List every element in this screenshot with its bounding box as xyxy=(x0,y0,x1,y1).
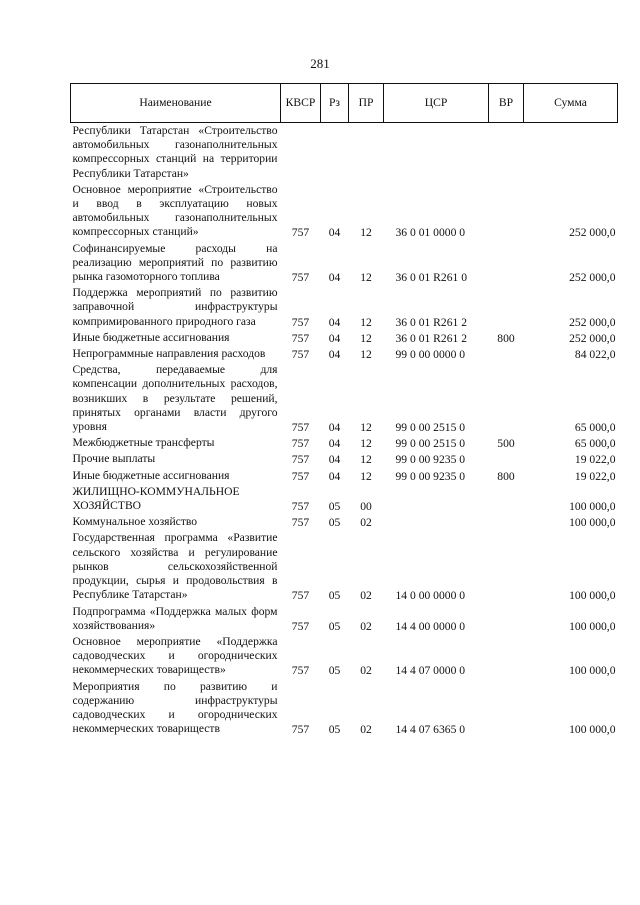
cell-pr: 12 xyxy=(360,469,372,483)
cell-pr: 12 xyxy=(360,315,372,329)
cell-csr: 14 0 00 0000 0 xyxy=(395,589,466,603)
cell-name: Основное мероприятие «Поддержка садоводческих и огороднических некоммерческих товариществ» xyxy=(72,634,278,677)
cell-sum: 252 000,0 xyxy=(569,271,616,285)
header-kvsr: КВСР xyxy=(281,84,321,123)
cell-kvsr: 757 xyxy=(291,619,310,633)
table-row xyxy=(71,530,618,603)
header-name: Наименование xyxy=(71,84,281,123)
cell-sum xyxy=(524,123,618,182)
cell-vr xyxy=(489,182,524,241)
cell-csr: 14 4 07 0000 0 xyxy=(395,664,466,678)
cell-kvsr: 757 xyxy=(291,500,310,514)
cell-name: Подпрограмма «Поддержка малых форм хозяйствования» xyxy=(72,604,278,632)
cell-pr: 12 xyxy=(360,226,372,240)
cell-vr xyxy=(489,362,524,435)
table-row xyxy=(71,679,618,738)
cell-sum: 100 000,0 xyxy=(569,723,616,737)
cell-csr: 99 0 00 2515 0 xyxy=(395,437,466,451)
cell-pr: 02 xyxy=(360,589,372,603)
cell-sum: 252 000,0 xyxy=(569,315,616,329)
table-row xyxy=(71,362,618,435)
cell-rz: 05 xyxy=(328,723,341,737)
cell-name: Софинансируемые расходы на реализацию мероприятий по развитию рынка газомоторного топлива xyxy=(72,241,278,284)
cell-pr: 02 xyxy=(360,619,372,633)
cell-sum: 100 000,0 xyxy=(569,516,616,530)
cell-csr xyxy=(384,484,489,514)
cell-csr: 99 0 00 9235 0 xyxy=(395,469,466,483)
cell-vr: 800 xyxy=(497,469,515,483)
cell-vr xyxy=(489,530,524,603)
cell-name: Поддержка мероприятий по развитию заправочной инфраструктуры компримированного природного газа xyxy=(72,286,278,328)
header-pr: ПР xyxy=(349,84,384,123)
cell-kvsr: 757 xyxy=(291,271,310,285)
table-row xyxy=(71,182,618,241)
cell-sum: 100 000,0 xyxy=(569,619,616,633)
cell-vr xyxy=(489,679,524,738)
cell-kvsr: 757 xyxy=(291,453,310,467)
cell-kvsr: 757 xyxy=(291,469,310,483)
cell-vr: 800 xyxy=(497,331,515,345)
cell-csr: 36 0 01 R261 2 xyxy=(395,331,467,345)
cell-sum: 252 000,0 xyxy=(569,331,616,345)
cell-name: Межбюджетные трансферты xyxy=(72,436,215,450)
cell-pr: 12 xyxy=(360,453,372,467)
cell-vr xyxy=(489,484,524,514)
cell-name: Средства, передаваемые для компенсации дополнительных расходов, возникших в результате решений, принятых органами власти другого уровня xyxy=(72,363,278,434)
cell-kvsr: 757 xyxy=(291,664,310,678)
cell-sum: 19 022,0 xyxy=(574,453,616,467)
table-row xyxy=(71,604,618,634)
cell-vr xyxy=(489,123,524,182)
cell-sum: 100 000,0 xyxy=(569,500,616,514)
cell-name: Иные бюджетные ассигнования xyxy=(72,468,230,482)
cell-kvsr: 757 xyxy=(291,589,310,603)
cell-rz: 04 xyxy=(328,271,341,285)
cell-vr xyxy=(489,604,524,634)
cell-pr: 02 xyxy=(360,723,372,737)
cell-kvsr: 757 xyxy=(291,315,310,329)
cell-pr: 12 xyxy=(360,271,372,285)
cell-vr xyxy=(489,514,524,530)
cell-rz xyxy=(321,123,349,182)
cell-name: Республики Татарстан «Строительство автомобильных газонаполнительных компрессорных станций на территории Республики Татарстан» xyxy=(72,124,278,180)
cell-rz: 05 xyxy=(328,589,341,603)
cell-rz: 05 xyxy=(328,619,341,633)
cell-csr: 36 0 01 0000 0 xyxy=(395,226,466,240)
cell-sum: 100 000,0 xyxy=(569,664,616,678)
cell-kvsr: 757 xyxy=(291,437,310,451)
cell-rz: 04 xyxy=(328,437,341,451)
table-body xyxy=(71,123,618,738)
table-row xyxy=(71,330,618,346)
cell-kvsr: 757 xyxy=(291,723,310,737)
header-vr: ВР xyxy=(489,84,524,123)
cell-name: Прочие выплаты xyxy=(72,452,156,466)
cell-rz: 04 xyxy=(328,315,341,329)
cell-kvsr: 757 xyxy=(291,226,310,240)
table-row xyxy=(71,346,618,362)
cell-kvsr xyxy=(281,123,321,182)
cell-kvsr: 757 xyxy=(291,331,310,345)
cell-name: Основное мероприятие «Строительство и ввод в эксплуатацию новых автомобильных газонаполнительных компрессорных станций» xyxy=(72,182,278,239)
table-row xyxy=(71,514,618,530)
cell-name: ЖИЛИЩНО-КОММУНАЛЬНОЕ ХОЗЯЙСТВО xyxy=(72,484,240,513)
table-row xyxy=(71,123,618,182)
cell-csr: 99 0 00 9235 0 xyxy=(395,453,466,467)
cell-name: Непрограммные направления расходов xyxy=(72,347,266,361)
table-row xyxy=(71,241,618,286)
header-rz: Рз xyxy=(321,84,349,123)
page-number: 281 xyxy=(310,56,330,71)
cell-name: Коммунальное хозяйство xyxy=(72,515,198,529)
cell-csr: 14 4 07 6365 0 xyxy=(395,723,466,737)
cell-csr xyxy=(384,123,489,182)
cell-name: Государственная программа «Развитие сельского хозяйства и регулирование рынков сельскохозяйственной продукции, сырья и продовольствия в Республике Татарстан» xyxy=(72,531,278,602)
cell-rz: 04 xyxy=(328,331,341,345)
cell-vr xyxy=(489,346,524,362)
cell-rz: 04 xyxy=(328,453,341,467)
table-row xyxy=(71,285,618,330)
header-csr: ЦСР xyxy=(384,84,489,123)
cell-csr: 36 0 01 R261 0 xyxy=(395,271,467,285)
cell-vr xyxy=(489,451,524,467)
cell-vr xyxy=(489,634,524,679)
cell-sum: 19 022,0 xyxy=(574,469,616,483)
cell-sum: 65 000,0 xyxy=(574,437,616,451)
cell-rz: 05 xyxy=(328,664,341,678)
table-row xyxy=(71,435,618,451)
budget-table xyxy=(70,83,618,737)
cell-pr xyxy=(349,123,384,182)
cell-sum: 84 022,0 xyxy=(574,348,616,362)
cell-rz: 04 xyxy=(328,226,341,240)
cell-pr: 02 xyxy=(360,664,372,678)
cell-rz: 05 xyxy=(328,516,341,530)
cell-vr: 500 xyxy=(497,437,515,451)
cell-kvsr: 757 xyxy=(291,516,310,530)
cell-vr xyxy=(489,241,524,286)
cell-name: Иные бюджетные ассигнования xyxy=(72,330,230,344)
table-row xyxy=(71,451,618,467)
cell-pr: 00 xyxy=(360,500,372,514)
cell-name: Мероприятия по развитию и содержанию инфраструктуры садоводческих и огороднических некоммерческих товариществ xyxy=(72,679,278,736)
table-row xyxy=(71,634,618,679)
cell-rz: 05 xyxy=(328,500,341,514)
cell-pr: 12 xyxy=(360,348,372,362)
cell-rz: 04 xyxy=(328,469,341,483)
cell-kvsr: 757 xyxy=(291,348,310,362)
header-sum: Сумма xyxy=(524,84,618,123)
cell-rz: 04 xyxy=(328,348,341,362)
cell-vr xyxy=(489,285,524,330)
cell-pr: 02 xyxy=(360,516,372,530)
table-header xyxy=(71,84,618,123)
cell-csr: 99 0 00 0000 0 xyxy=(395,348,466,362)
cell-csr: 36 0 01 R261 2 xyxy=(395,315,467,329)
cell-csr xyxy=(384,514,489,530)
cell-sum: 65 000,0 xyxy=(574,421,616,435)
cell-kvsr: 757 xyxy=(291,421,310,435)
cell-pr: 12 xyxy=(360,437,372,451)
cell-rz: 04 xyxy=(328,421,341,435)
cell-sum: 100 000,0 xyxy=(569,589,616,603)
cell-sum: 252 000,0 xyxy=(569,226,616,240)
cell-pr: 12 xyxy=(360,331,372,345)
cell-csr: 99 0 00 2515 0 xyxy=(395,421,466,435)
table-row xyxy=(71,468,618,484)
table-row xyxy=(71,484,618,514)
cell-pr: 12 xyxy=(360,421,372,435)
cell-csr: 14 4 00 0000 0 xyxy=(395,619,466,633)
